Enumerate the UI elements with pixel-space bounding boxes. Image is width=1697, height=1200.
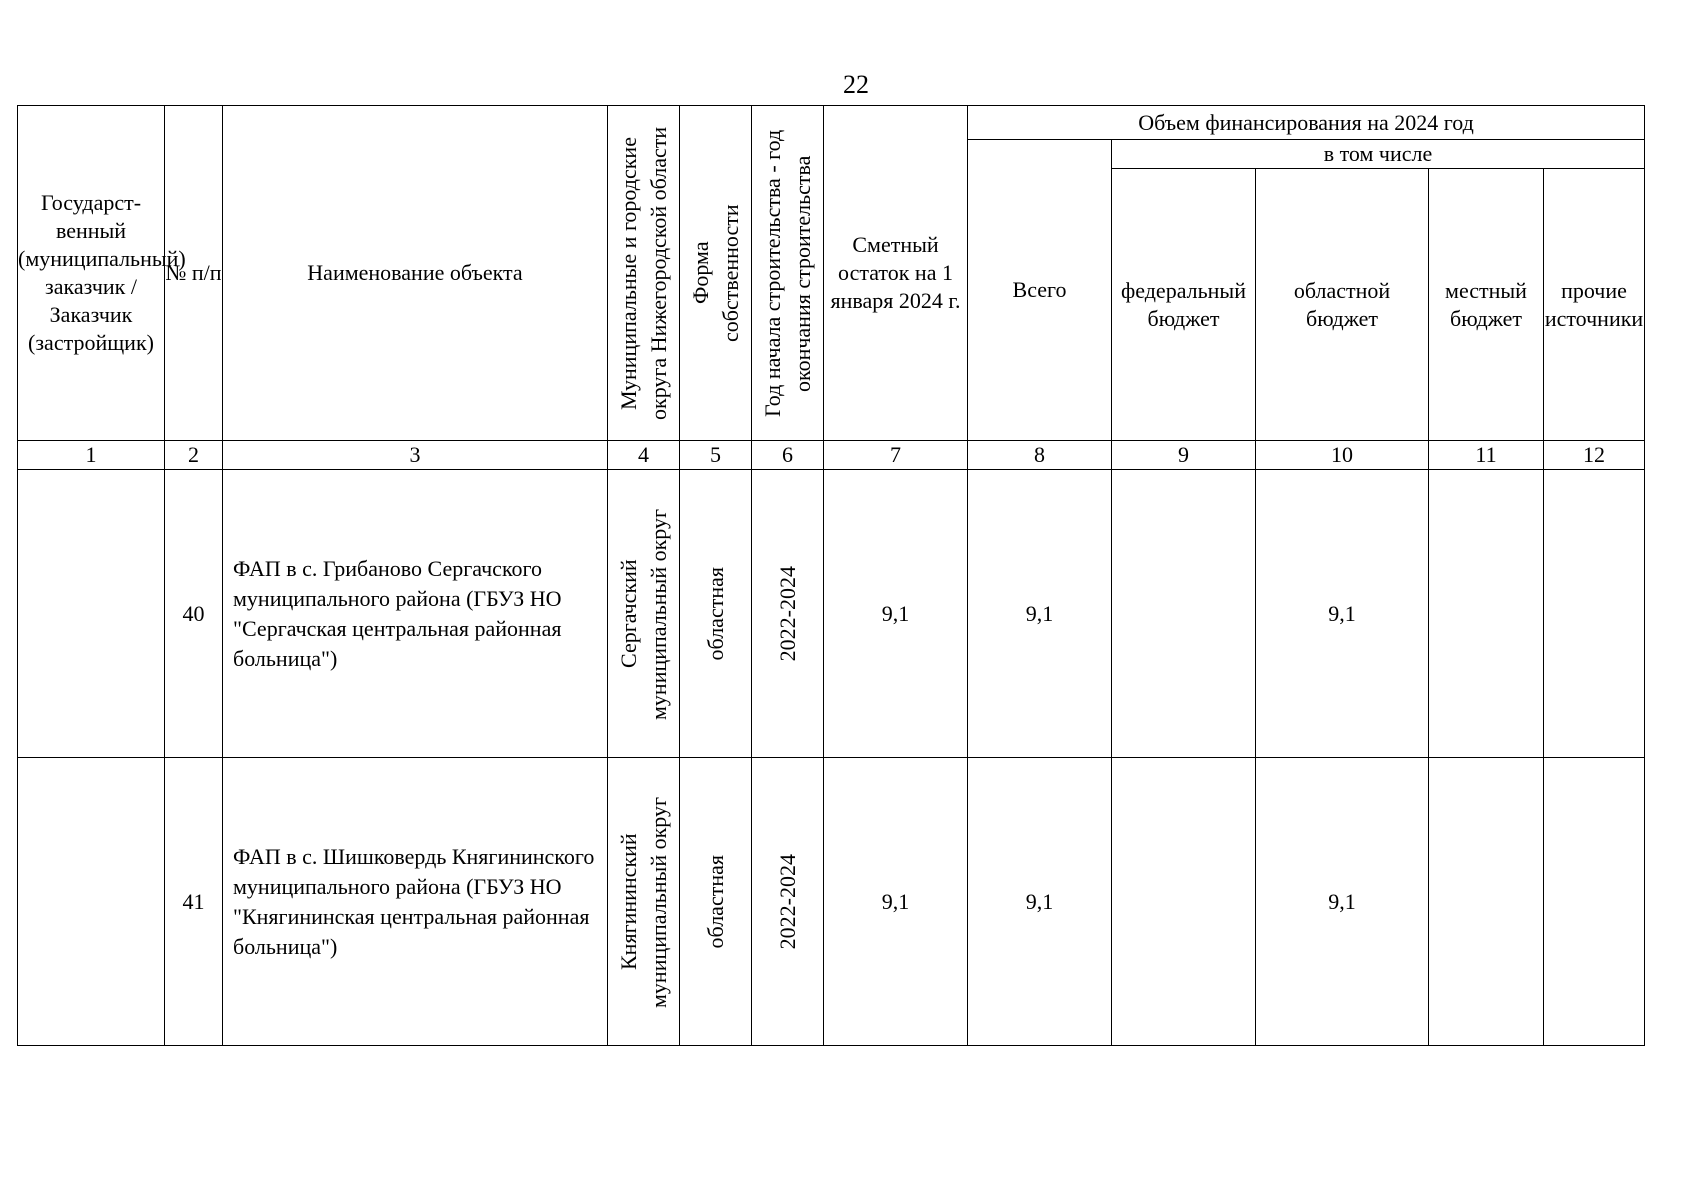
- column-number: 7: [824, 441, 968, 470]
- column-number: 3: [223, 441, 608, 470]
- column-number: 4: [608, 441, 680, 470]
- header-estimate-remainder: Сметный остаток на 1 января 2024 г.: [824, 106, 968, 441]
- column-number: 6: [752, 441, 824, 470]
- row-number: 41: [165, 758, 223, 1046]
- column-number: 11: [1429, 441, 1544, 470]
- row-municipality: Княгининский муниципальный округ: [615, 796, 671, 1008]
- header-ownership-cell: [680, 106, 752, 441]
- row-total: 9,1: [968, 758, 1112, 1046]
- header-ownership: Форма собственности: [687, 204, 743, 342]
- row-local: [1429, 470, 1544, 758]
- row-years: 2022-2024: [774, 853, 800, 950]
- header-local: местный бюджет: [1429, 169, 1544, 441]
- column-number: 12: [1544, 441, 1645, 470]
- column-number: 8: [968, 441, 1112, 470]
- column-number: 1: [18, 441, 165, 470]
- row-number: 40: [165, 470, 223, 758]
- column-number: 5: [680, 441, 752, 470]
- row-ownership-cell: [680, 470, 752, 758]
- row-ownership: областная: [702, 854, 728, 949]
- row-years-cell: [752, 470, 824, 758]
- header-including: в том числе: [1112, 140, 1645, 169]
- row-other: [1544, 758, 1645, 1046]
- row-object-name-cell: [223, 470, 608, 758]
- row-years-cell: [752, 758, 824, 1046]
- row-other: [1544, 470, 1645, 758]
- header-municipality: Муниципальные и городские округа Нижегородской области: [615, 126, 671, 420]
- row-ownership-cell: [680, 758, 752, 1046]
- header-years: Год начала строительства - год окончания строительства: [759, 129, 815, 417]
- header-customer: Государст-венный (муниципальный) заказчик / Заказчик (застройщик): [18, 106, 165, 441]
- row-customer: [18, 758, 165, 1046]
- column-number: 9: [1112, 441, 1256, 470]
- header-total: Всего: [968, 140, 1112, 441]
- row-regional: 9,1: [1256, 758, 1429, 1046]
- row-regional: 9,1: [1256, 470, 1429, 758]
- row-estimate-remainder: 9,1: [824, 470, 968, 758]
- row-local: [1429, 758, 1544, 1046]
- header-federal: федеральный бюджет: [1112, 169, 1256, 441]
- row-ownership: областная: [702, 566, 728, 661]
- header-regional: областной бюджет: [1256, 169, 1429, 441]
- header-other: прочие источники: [1544, 169, 1645, 441]
- construction-funding-table: [17, 105, 1645, 1046]
- row-municipality-cell: [608, 758, 680, 1046]
- header-object-name: Наименование объекта: [223, 106, 608, 441]
- row-federal: [1112, 758, 1256, 1046]
- row-municipality: Сергачский муниципальный округ: [615, 508, 671, 720]
- header-number: № п/п: [165, 106, 223, 441]
- column-number-row: [18, 441, 1645, 470]
- row-years: 2022-2024: [774, 565, 800, 662]
- column-number: 2: [165, 441, 223, 470]
- column-number: 10: [1256, 441, 1429, 470]
- header-funding-group: Объем финансирования на 2024 год: [968, 106, 1645, 140]
- row-estimate-remainder: 9,1: [824, 758, 968, 1046]
- row-object-name-cell: [223, 758, 608, 1046]
- row-total: 9,1: [968, 470, 1112, 758]
- header-years-cell: [752, 106, 824, 441]
- table-row: [18, 470, 1645, 758]
- row-object-name: ФАП в с. Шишковердь Княгининского муниципального района (ГБУЗ НО "Княгининская центральная районная больница"): [233, 843, 595, 959]
- page-number: 22: [843, 70, 869, 99]
- header-municipality-cell: [608, 106, 680, 441]
- row-municipality-cell: [608, 470, 680, 758]
- row-federal: [1112, 470, 1256, 758]
- row-object-name: ФАП в с. Грибаново Сергачского муниципального района (ГБУЗ НО "Сергачская центральная районная больница"): [233, 555, 562, 671]
- row-customer: [18, 470, 165, 758]
- table-row: [18, 758, 1645, 1046]
